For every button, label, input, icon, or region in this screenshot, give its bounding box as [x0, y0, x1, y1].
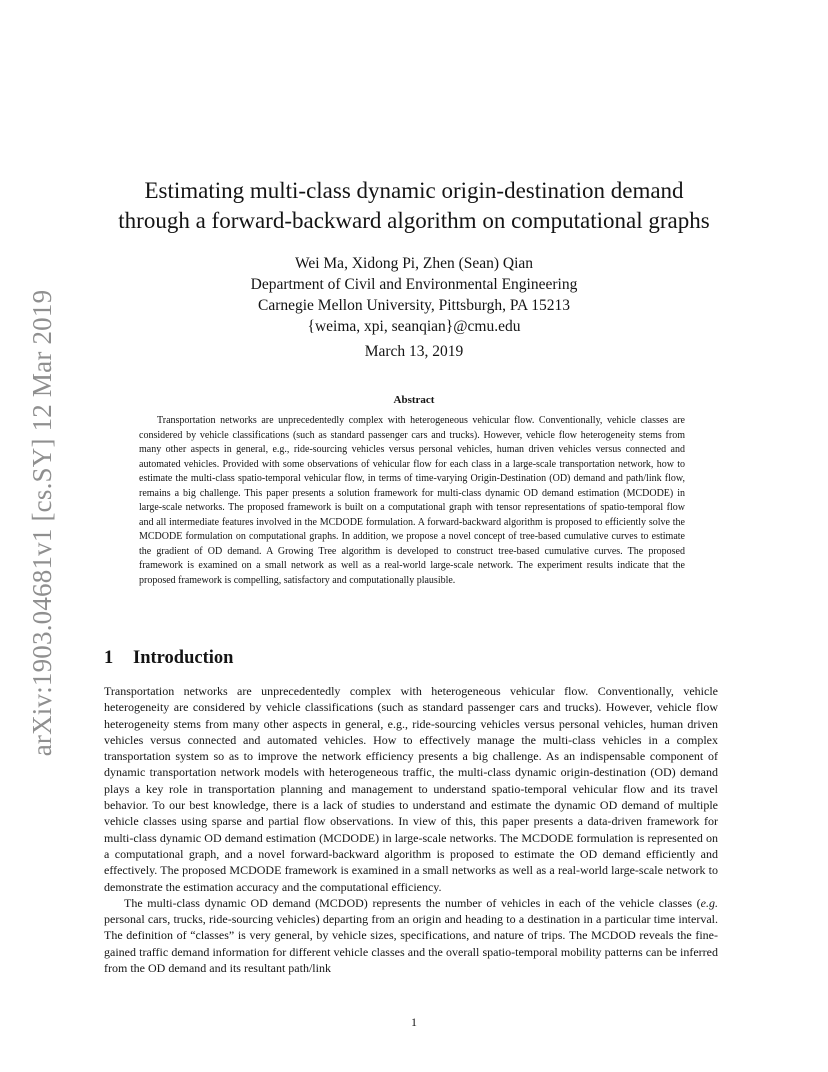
author-university: Carnegie Mellon University, Pittsburgh, PA 15213: [257, 297, 570, 314]
paragraph-2-text-end: personal cars, trucks, ride-sourcing vehicles) departing from an origin and heading to a destination in a particular time interval. The definition of “classes” is very general, by vehicle sizes, specifications, and nature of trips. The MCDOD reveals the fine-gained traffic demand information for different vehicle classes and the overall spatio-temporal mobility patterns can be inferred from the OD demand and its resultant path/link: [104, 912, 718, 976]
paper-title-line-2: through a forward-backward algorithm on computational graphs: [118, 208, 710, 233]
paragraph-2-italic-eg: e.g.: [700, 895, 718, 910]
section-title: Introduction: [133, 648, 234, 668]
author-email: {weima, xpi, seanqian}@cmu.edu: [307, 318, 521, 335]
author-names: Wei Ma, Xidong Pi, Zhen (Sean) Qian: [294, 255, 534, 272]
paragraph-2-text-start: The multi-class dynamic OD demand (MCDOD) represents the number of vehicles in each of the vehicle classes (: [124, 895, 701, 910]
section-number: 1: [104, 648, 114, 668]
author-department: Department of Civil and Environmental Engineering: [250, 276, 578, 293]
arxiv-identifier-stamp: arXiv:1903.04681v1 [cs.SY] 12 Mar 2019: [27, 289, 57, 757]
introduction-paragraph-1: Transportation networks are unprecedentedly complex with heterogeneous vehicular flow. Conventionally, vehicle heterogeneity are considered by vehicle classifications (such as standard passenger cars and trucks). However, vehicle flow heterogeneity stems from many other aspects in general, e.g., ride-sourcing vehicles versus personal vehicles, human driven vehicles versus connected and automated vehicles. How to effectively manage the multi-class vehicles in a complex transportation system so as to improve the network efficiency presents a big challenge. As an indispensable component of dynamic transportation network models with heterogeneous traffic, the multi-class dynamic origin-destination (OD) demand plays a key role in transportation planning and management to understand spatio-temporal vehicular flow and its travel behavior. To our best knowledge, there is a lack of studies to understand and estimate the dynamic OD demand of multiple vehicle classes using sparse and partial flow observations. In view of this, this paper presents a data-driven framework for multi-class dynamic OD demand estimation (MCDODE) in large-scale networks. The MCDODE formulation is represented on a computational graph, and a novel forward-backward algorithm is proposed to estimate the OD demand efficiently and effectively. The proposed MCDODE framework is examined in a small networks as well as a real-world large-scale network to demonstrate the estimation accuracy and the computational efficiency.: [104, 684, 718, 894]
paper-date: March 13, 2019: [364, 343, 464, 360]
abstract-body: [139, 414, 685, 588]
section-heading-introduction: [104, 646, 233, 670]
abstract-heading: Abstract: [393, 394, 435, 406]
paper-title: [60, 176, 768, 236]
paper-title-line-1: Estimating multi-class dynamic origin-destination demand: [144, 178, 684, 203]
page-number: 1: [411, 1015, 417, 1029]
abstract-text: Transportation networks are unprecedentedly complex with heterogeneous vehicular flow. Conventionally, vehicle classes are considered by vehicle classifications (such as standard passenger cars and trucks). However, vehicle flow heterogeneity stems from many other aspects in general, e.g., ride-sourcing vehicles versus personal vehicles, human driven vehicles versus connected and automated vehicles. Provided with some observations of vehicular flow for each class in a large-scale transportation network, how to estimate the multi-class spatio-temporal vehicular flow, in terms of time-varying Origin-Destination (OD) demand and path/link flow, remains a big challenge. This paper presents a solution framework for multi-class dynamic OD demand estimation (MCDODE) in large-scale networks. The proposed framework is built on a computational graph with tensor representations of spatio-temporal flow and all intermediate features involved in the MCDODE formulation. A forward-backward algorithm is proposed to efficiently solve the MCDODE formulation on computational graphs. In addition, we propose a novel concept of tree-based cumulative curves to estimate the gradient of OD demand. A Growing Tree algorithm is developed to construct tree-based cumulative curves. The proposed framework is examined on a small network as well as a real-world large-scale network. The experiment results indicate that the proposed framework is compelling, satisfactory and computationally plausible.: [139, 415, 685, 586]
introduction-paragraph-2: [104, 895, 718, 976]
introduction-body: [104, 683, 718, 976]
author-block: [110, 253, 718, 337]
